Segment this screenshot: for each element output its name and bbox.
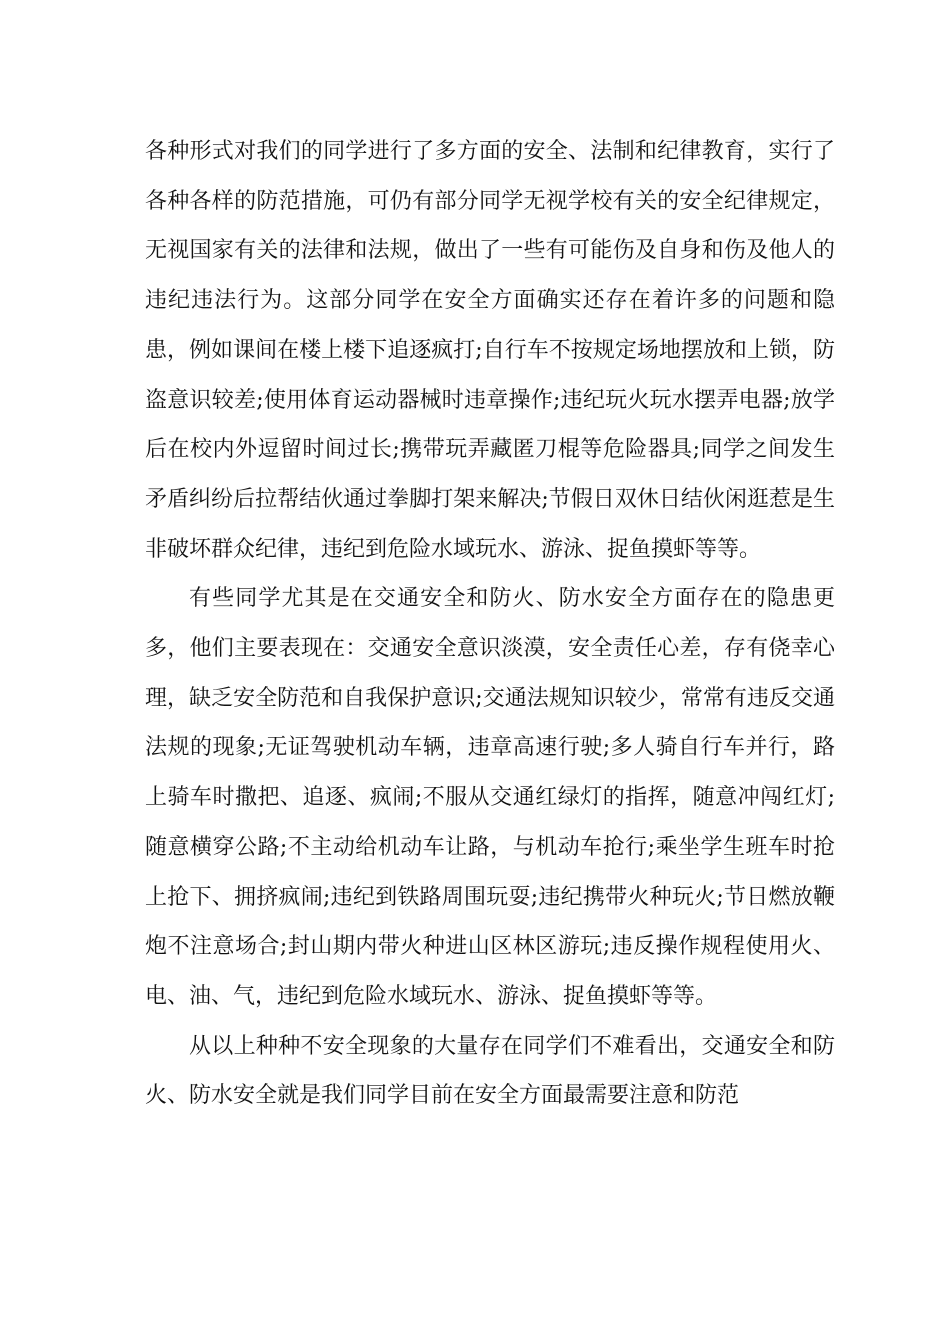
paragraph-1: 各种形式对我们的同学进行了多方面的安全、法制和纪律教育，实行了各种各样的防范措施，可仍有部分同学无视学校有关的安全纪律规定，无视国家有关的法律和法规，做出了一些有可能伤及自身和伤及他人的违纪违法行为。这部分同学在安全方面确实还存在着许多的问题和隐患，例如课间在楼上楼下追逐疯打;自行车不按规定场地摆放和上锁，防盗意识较差;使用体育运动器械时违章操作;违纪玩火玩水摆弄电器;放学后在校内外逗留时间过长;携带玩弄藏匿刀棍等危险器具;同学之间发生矛盾纠纷后拉帮结伙通过拳脚打架来解决;节假日双休日结伙闲逛惹是生非破坏群众纪律，违纪到危险水域玩水、游泳、捉鱼摸虾等等。 [145, 139, 835, 562]
paragraph-3: 从以上种种不安全现象的大量存在同学们不难看出，交通安全和防火、防水安全就是我们同学目前在安全方面最需要注意和防范 [145, 1033, 835, 1109]
document-page [145, 127, 835, 1121]
paragraph-2: 有些同学尤其是在交通安全和防火、防水安全方面存在的隐患更多，他们主要表现在：交通安全意识淡漠，安全责任心差，存有侥幸心理，缺乏安全防范和自我保护意识;交通法规知识较少，常常有违反交通法规的现象;无证驾驶机动车辆，违章高速行驶;多人骑自行车并行，路上骑车时撒把、追逐、疯闹;不服从交通红绿灯的指挥，随意冲闯红灯;随意横穿公路;不主动给机动车让路，与机动车抢行;乘坐学生班车时抢上抢下、拥挤疯闹;违纪到铁路周围玩耍;违纪携带火种玩火;节日燃放鞭炮不注意场合;封山期内带火种进山区林区游玩;违反操作规程使用火、电、油、气，违纪到危险水域玩水、游泳、捉鱼摸虾等等。 [145, 586, 835, 1009]
